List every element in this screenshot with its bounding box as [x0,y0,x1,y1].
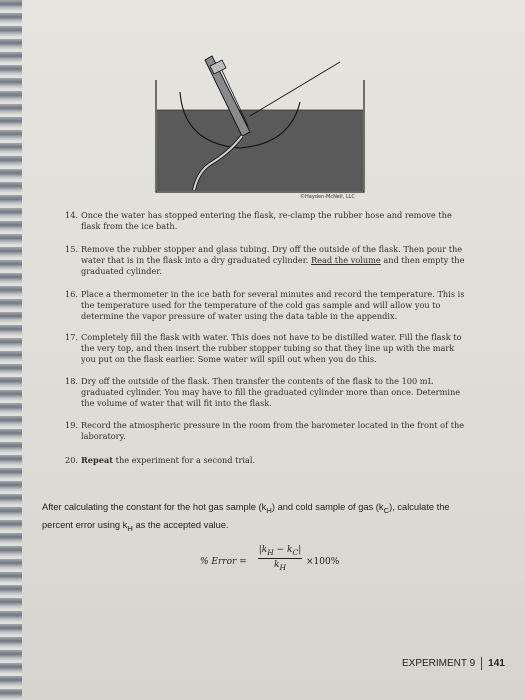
instruction-text: as the accepted value. [132,519,229,530]
step-line: laboratory. [81,431,126,441]
instruction-text: After calculating the constant for the hot gas sample (k [42,502,267,512]
step-line: you put on the flask earlier. Some water will spill out when you do this. [81,354,377,364]
step-text: the experiment for a second trial. [113,455,256,465]
step-line: Completely fill the flask with water. This does not have to be distilled water. Fill the flask to [81,332,462,342]
step-text: and then empty the [380,255,465,265]
formula-text: − k [273,545,293,555]
step-line: Once the water has stopped entering the flask, re-clamp the rubber hose and remove the [81,210,452,220]
step-number: 18. [65,376,79,386]
formula-text: |k [258,545,268,555]
footer-divider [481,657,482,670]
percent-error-instructions [42,500,492,536]
step-line: flask from the ice bath. [81,221,178,231]
instruction-text: ) and cold sample of gas (k [271,502,384,512]
step-number: 19. [65,420,79,430]
step-line: Record the atmospheric pressure in the room from the barometer located in the front of the [81,420,465,430]
step-text: water that is in the flask into a dry graduated cylinder. [81,255,309,265]
step-line: graduated cylinder. [81,266,162,276]
formula-text: | [298,545,302,555]
step-line: Place a thermometer in the ice bath for several minutes and record the temperature. This is [81,289,465,299]
step-line: the very top, and then insert the rubber stopper tubing so that they line up with the mark [81,343,455,353]
page-footer [402,657,505,670]
figure-credit: ©Hayden-McNeil, LLC [300,194,355,200]
step-number: 17. [65,332,79,342]
formula-rhs: ×100% [306,557,340,567]
subscript: C [383,505,390,515]
step-number: 14. [65,210,79,220]
experiment-label: EXPERIMENT 9 [402,658,476,670]
instruction-text: ), calculate the [389,502,450,512]
step-number: 20. [65,455,79,465]
instruction-line [42,518,492,536]
formula-denominator [258,559,302,572]
step-line: Dry off the outside of the flask. Then transfer the contents of the flask to the 100 mL [81,376,434,386]
ice-bath-figure [150,52,370,194]
formula-numerator [258,545,302,559]
underlined-text: Read the volume [310,255,381,265]
step-number: 16. [65,289,79,299]
spiral-binding [0,0,22,700]
bold-text: Repeat [81,455,114,465]
step-line: the temperature used for the temperature of the cold gas sample and will allow you to [81,300,441,310]
step-line: the volume of water that will fit into the flask. [81,398,272,408]
formula-text: k [273,559,280,570]
instruction-line [42,500,492,518]
step-line [81,255,490,266]
formula-lhs: % Error = [200,557,247,567]
step-line: Remove the rubber stopper and glass tubing. Dry off the outside of the flask. Then pour the [81,244,463,254]
formula-fraction [258,545,302,572]
subscript: C [292,547,299,557]
step-line [81,455,490,466]
page-number: 141 [488,658,505,670]
subscript: H [127,523,133,533]
step-line: determine the vapor pressure of water using the data table in the appendix. [81,311,398,321]
subscript: H [267,547,274,557]
step-number: 15. [65,244,79,254]
subscript: H [279,562,286,572]
instruction-text: percent error using k [42,519,128,530]
step-line: graduated cylinder. You may have to fill the graduated cylinder more than once. Determine [81,387,461,397]
subscript: H [266,505,272,515]
